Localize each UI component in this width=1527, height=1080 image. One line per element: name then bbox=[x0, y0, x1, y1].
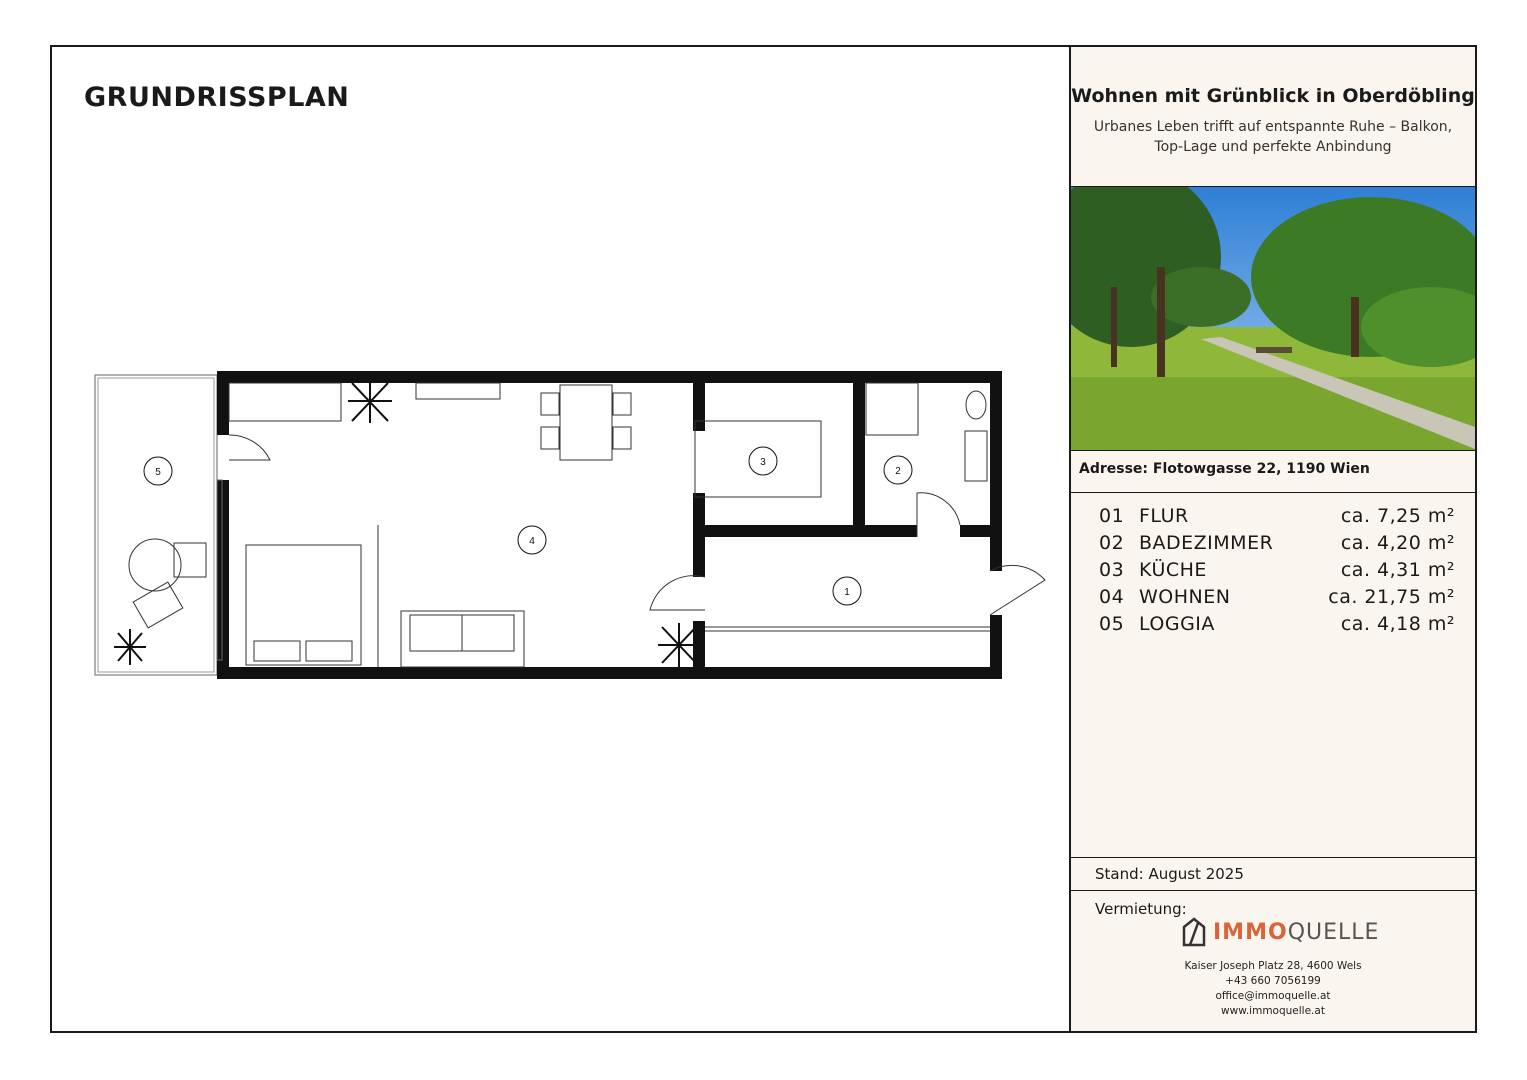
room-area: ca. 21,75 m² bbox=[1328, 585, 1455, 608]
room-row bbox=[1099, 502, 1455, 529]
stand-date: Stand: August 2025 bbox=[1095, 865, 1244, 883]
divider bbox=[1071, 857, 1475, 858]
company-phone: +43 660 7056199 bbox=[1225, 975, 1321, 987]
divider bbox=[1071, 890, 1475, 891]
room-marker-1: 1 bbox=[844, 587, 850, 598]
listing-subtitle-line2: Top-Lage und perfekte Anbindung bbox=[1154, 139, 1392, 155]
room-row bbox=[1099, 529, 1455, 556]
page-title: GRUNDRISSPLAN bbox=[84, 82, 350, 113]
house-icon bbox=[1181, 917, 1207, 947]
room-list bbox=[1099, 502, 1455, 637]
floor-plan bbox=[90, 365, 1060, 685]
room-row bbox=[1099, 610, 1455, 637]
logo-text-quelle: QUELLE bbox=[1287, 919, 1380, 945]
listing-title: Wohnen mit Grünblick in Oberdöbling bbox=[1071, 85, 1475, 107]
divider bbox=[1071, 492, 1475, 493]
address: Adresse: Flotowgasse 22, 1190 Wien bbox=[1079, 461, 1370, 477]
listing-header bbox=[1071, 47, 1475, 186]
listing-subtitle-line1: Urbanes Leben trifft auf entspannte Ruhe – Balkon, bbox=[1093, 119, 1453, 135]
listing-subtitle bbox=[1088, 117, 1458, 157]
room-name: LOGGIA bbox=[1139, 612, 1215, 635]
room-area: ca. 4,31 m² bbox=[1340, 558, 1455, 581]
room-name: WOHNEN bbox=[1139, 585, 1231, 608]
company-email: office@immoquelle.at bbox=[1215, 990, 1331, 1002]
room-area: ca. 4,20 m² bbox=[1340, 531, 1455, 554]
room-marker-4: 4 bbox=[529, 536, 535, 547]
room-name: FLUR bbox=[1139, 504, 1189, 527]
park-photo bbox=[1071, 186, 1475, 451]
room-name: BADEZIMMER bbox=[1139, 531, 1274, 554]
company-logo bbox=[1181, 917, 1379, 947]
info-panel bbox=[1069, 45, 1477, 1033]
room-marker-2: 2 bbox=[895, 466, 901, 477]
room-number: 05 bbox=[1099, 612, 1125, 635]
logo-text-immo: IMMO bbox=[1213, 919, 1288, 945]
company-website: www.immoquelle.at bbox=[1221, 1005, 1325, 1017]
room-number: 03 bbox=[1099, 558, 1125, 581]
company-address: Kaiser Joseph Platz 28, 4600 Wels bbox=[1184, 960, 1362, 972]
room-marker-5: 5 bbox=[155, 467, 161, 478]
room-name: KÜCHE bbox=[1139, 558, 1207, 581]
room-number: 04 bbox=[1099, 585, 1125, 608]
room-marker-3: 3 bbox=[760, 457, 766, 468]
vermietung-label: Vermietung: bbox=[1095, 900, 1187, 918]
room-area: ca. 7,25 m² bbox=[1340, 504, 1455, 527]
room-area: ca. 4,18 m² bbox=[1340, 612, 1455, 635]
room-number: 02 bbox=[1099, 531, 1125, 554]
contact-info bbox=[1071, 959, 1475, 1019]
room-number: 01 bbox=[1099, 504, 1125, 527]
room-row bbox=[1099, 583, 1455, 610]
room-row bbox=[1099, 556, 1455, 583]
